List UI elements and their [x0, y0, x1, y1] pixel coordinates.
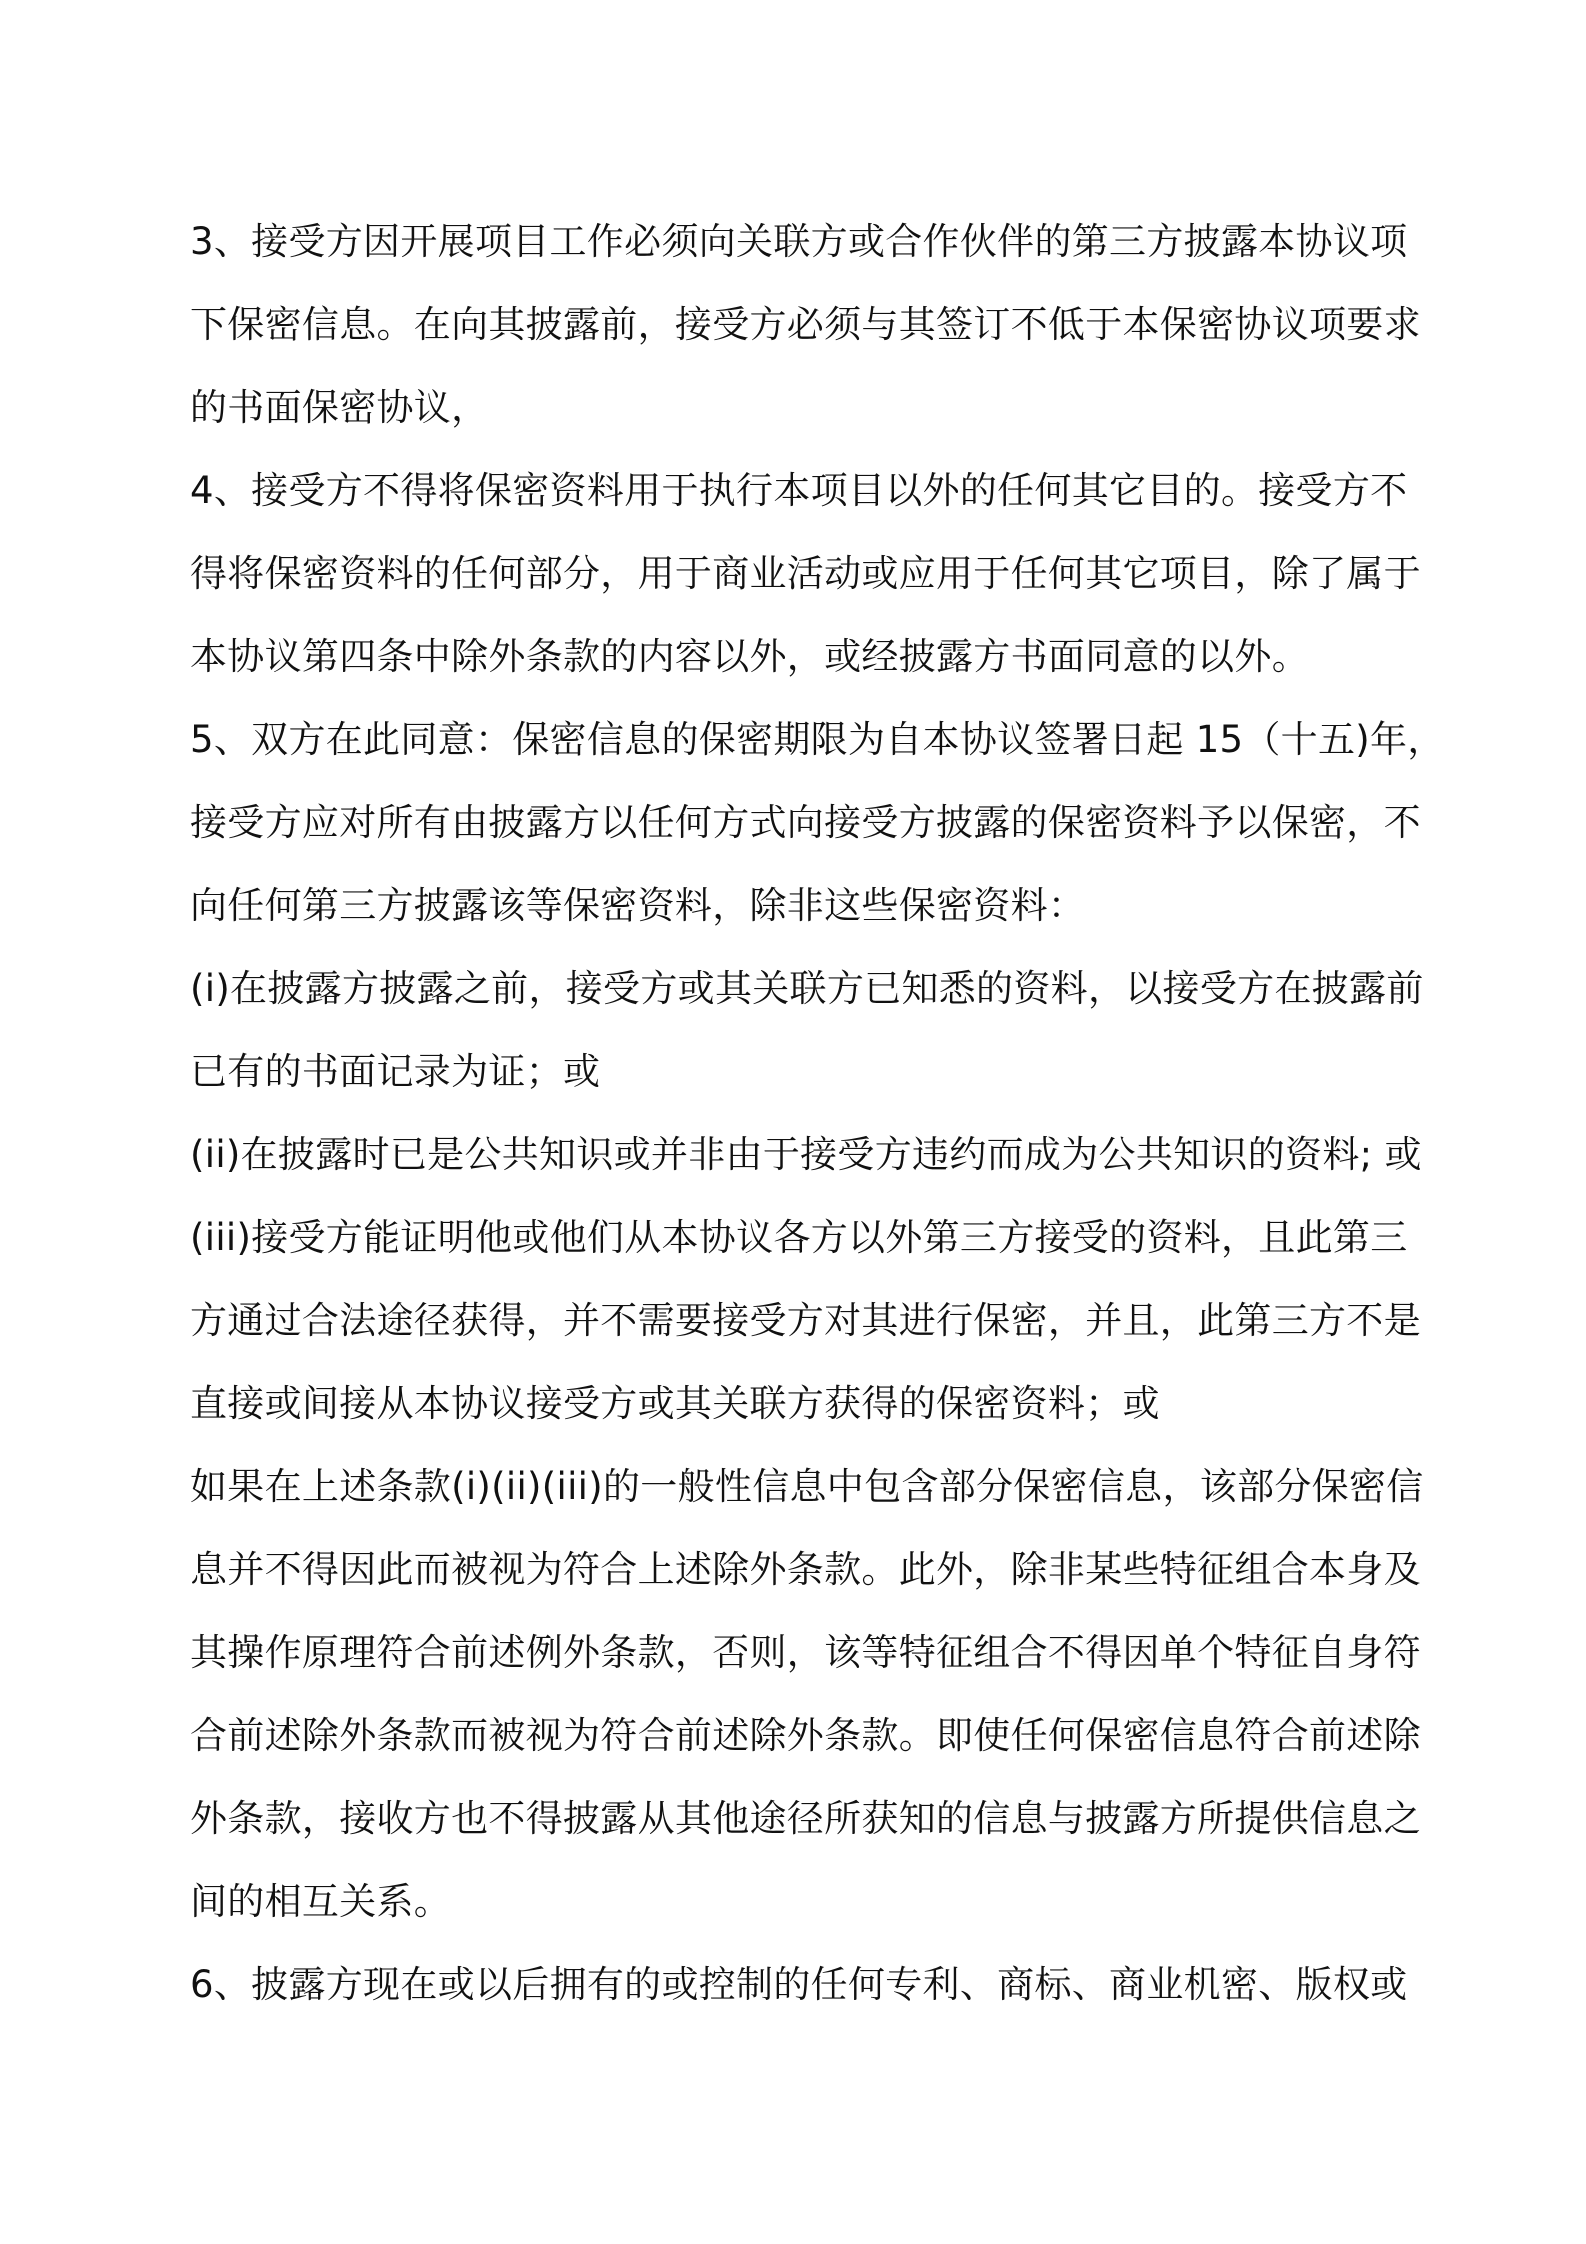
text-line: 已有的书面记录为证；或: [190, 1050, 601, 1093]
text-line: 直接或间接从本协议接受方或其关联方获得的保密资料；或: [190, 1382, 1160, 1425]
text-line: 方通过合法途径获得，并不需要接受方对其进行保密，并且，此第三方不是: [190, 1299, 1421, 1342]
text-line: 3、接受方因开展项目工作必须向关联方或合作伙伴的第三方披露本协议项: [190, 220, 1408, 263]
text-line: 息并不得因此而被视为符合上述除外条款。此外，除非某些特征组合本身及: [190, 1548, 1421, 1591]
text-line: 其操作原理符合前述例外条款，否则，该等特征组合不得因单个特征自身符: [190, 1631, 1421, 1674]
text-line: (iii)接受方能证明他或他们从本协议各方以外第三方接受的资料，且此第三: [190, 1216, 1408, 1259]
text-line: 外条款，接收方也不得披露从其他途径所获知的信息与披露方所提供信息之: [190, 1797, 1421, 1840]
text-line: 得将保密资料的任何部分，用于商业活动或应用于任何其它项目，除了属于: [190, 552, 1421, 595]
text-line: 接受方应对所有由披露方以任何方式向接受方披露的保密资料予以保密，不: [190, 801, 1421, 844]
document-body: [190, 200, 1445, 2026]
text-line: (ii)在披露时已是公共知识或并非由于接受方违约而成为公共知识的资料; 或: [190, 1133, 1422, 1176]
text-line: 的书面保密协议，: [190, 386, 489, 429]
text-line: 下保密信息。在向其披露前，接受方必须与其签订不低于本保密协议项要求: [190, 303, 1421, 346]
text-line: 5、双方在此同意：保密信息的保密期限为自本协议签署日起 15（十五)年，: [190, 718, 1445, 761]
text-line: 本协议第四条中除外条款的内容以外，或经披露方书面同意的以外。: [190, 635, 1309, 678]
text-line: 向任何第三方披露该等保密资料，除非这些保密资料：: [190, 884, 1086, 927]
text-line: 合前述除外条款而被视为符合前述除外条款。即使任何保密信息符合前述除: [190, 1714, 1421, 1757]
text-line: 6、披露方现在或以后拥有的或控制的任何专利、商标、商业机密、版权或: [190, 1963, 1408, 2006]
text-line: 4、接受方不得将保密资料用于执行本项目以外的任何其它目的。接受方不: [190, 469, 1408, 512]
text-line: 如果在上述条款(i)(ii)(iii)的一般性信息中包含部分保密信息，该部分保密信: [190, 1465, 1424, 1508]
text-line: (i)在披露方披露之前，接受方或其关联方已知悉的资料，以接受方在披露前: [190, 967, 1424, 1010]
text-line: 间的相互关系。: [190, 1880, 452, 1923]
